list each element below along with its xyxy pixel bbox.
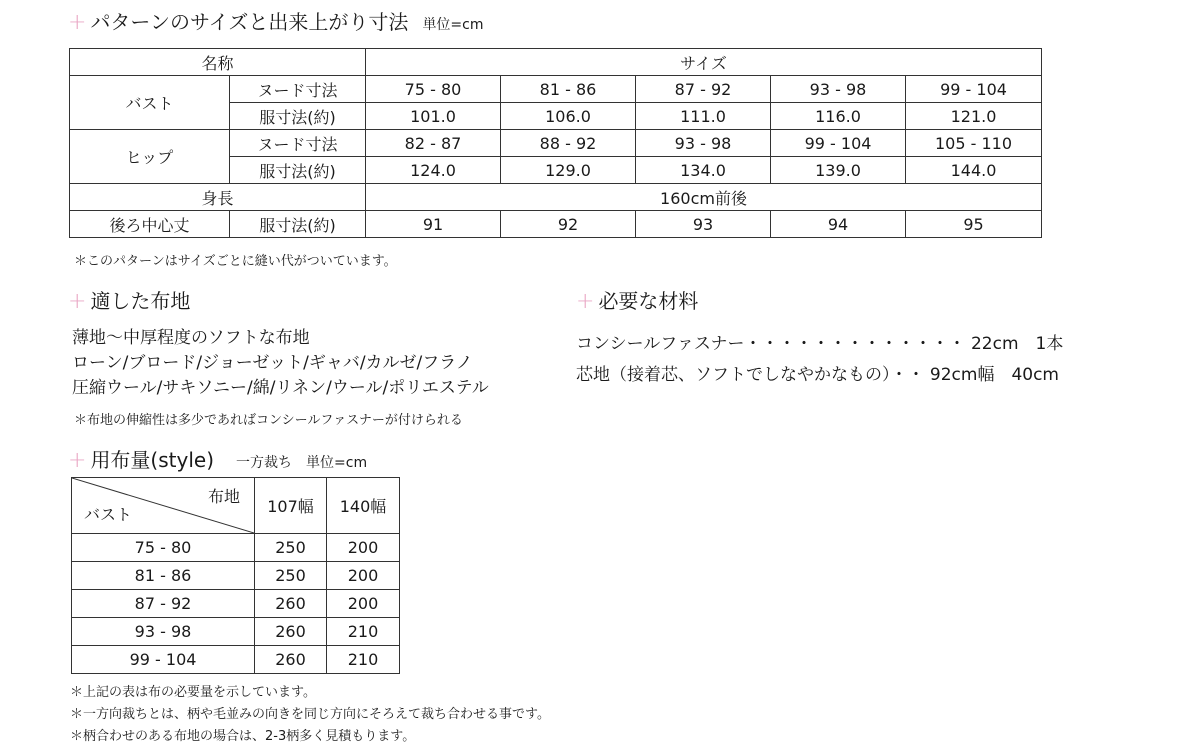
fabric-line: 圧縮ウール/サキソニー/綿/リネン/ウール/ポリエステル bbox=[72, 378, 489, 398]
table-cell: 92 bbox=[501, 211, 636, 238]
plus-icon: + bbox=[68, 448, 87, 473]
table-cell: 116.0 bbox=[771, 103, 906, 130]
height-value-cell: 160cm前後 bbox=[366, 184, 1042, 211]
fabric-list bbox=[72, 326, 489, 401]
bottom-note: ＊柄合わせのある布地の場合は、2-3柄多く見積もります。 bbox=[70, 729, 416, 744]
table-cell: 81 - 86 bbox=[501, 76, 636, 103]
table-row bbox=[72, 534, 400, 562]
plus-icon: + bbox=[576, 289, 595, 314]
bottom-note: ＊一方向裁ちとは、柄や毛並みの向きを同じ方向にそろえて裁ち合わせる事です。 bbox=[70, 707, 550, 722]
yardage-unit: 単位=cm bbox=[306, 455, 368, 471]
table-cell: 121.0 bbox=[906, 103, 1042, 130]
table-row bbox=[72, 646, 400, 674]
materials-section-title: 必要な材料 bbox=[598, 289, 699, 313]
materials-list bbox=[576, 332, 1063, 388]
bust-label-cell: バスト bbox=[70, 76, 230, 130]
table-cell: 111.0 bbox=[636, 103, 771, 130]
material-qty: 22cm 1本 bbox=[970, 334, 1064, 354]
material-qty: 92cm幅 40cm bbox=[929, 365, 1059, 385]
yardage-section-title: 用布量(style) bbox=[90, 448, 215, 472]
plus-icon: + bbox=[68, 289, 87, 314]
size-note: ＊このパターンはサイズごとに縫い代がついています。 bbox=[74, 254, 397, 269]
height-label-cell: 身長 bbox=[70, 184, 366, 211]
table-cell: 99 - 104 bbox=[72, 646, 255, 674]
table-cell: 105 - 110 bbox=[906, 130, 1042, 157]
width-140-header: 140幅 bbox=[327, 478, 400, 534]
table-cell: 106.0 bbox=[501, 103, 636, 130]
garment-label-cell: 服寸法(約) bbox=[230, 103, 366, 130]
table-cell: 139.0 bbox=[771, 157, 906, 184]
table-cell: 88 - 92 bbox=[501, 130, 636, 157]
bottom-notes bbox=[70, 682, 550, 748]
yardage-section-heading bbox=[68, 444, 367, 473]
pattern-section-title: パターンのサイズと出来上がり寸法 bbox=[90, 10, 409, 34]
table-row bbox=[72, 618, 400, 646]
yardage-cut: 一方裁ち bbox=[236, 455, 293, 471]
nude-label-cell: ヌード寸法 bbox=[230, 76, 366, 103]
diag-top-label: 布地 bbox=[207, 487, 240, 506]
table-cell: 75 - 80 bbox=[72, 534, 255, 562]
table-cell: 101.0 bbox=[366, 103, 501, 130]
table-cell: 99 - 104 bbox=[771, 130, 906, 157]
table-cell: 124.0 bbox=[366, 157, 501, 184]
diag-bottom-label: バスト bbox=[84, 505, 133, 524]
table-cell: 134.0 bbox=[636, 157, 771, 184]
table-cell: 210 bbox=[327, 618, 400, 646]
material-name: 芯地（接着芯、ソフトでしなやかなもの）・・ bbox=[576, 365, 925, 385]
pattern-unit: 単位=cm bbox=[422, 17, 484, 33]
table-row bbox=[72, 562, 400, 590]
table-cell: 81 - 86 bbox=[72, 562, 255, 590]
table-cell: 93 - 98 bbox=[72, 618, 255, 646]
table-cell: 129.0 bbox=[501, 157, 636, 184]
table-cell: 75 - 80 bbox=[366, 76, 501, 103]
table-cell: 250 bbox=[255, 534, 327, 562]
table-cell: 95 bbox=[906, 211, 1042, 238]
garment-label-cell: 服寸法(約) bbox=[230, 157, 366, 184]
size-table bbox=[69, 48, 1042, 238]
nude-label-cell: ヌード寸法 bbox=[230, 130, 366, 157]
table-cell: 82 - 87 bbox=[366, 130, 501, 157]
table-cell: 93 bbox=[636, 211, 771, 238]
material-item bbox=[576, 363, 1063, 388]
fabric-section-title: 適した布地 bbox=[90, 289, 191, 313]
material-name: コンシールファスナー・・・・・・・・・・・・・ bbox=[576, 334, 966, 354]
table-cell: 210 bbox=[327, 646, 400, 674]
table-cell: 260 bbox=[255, 646, 327, 674]
table-row bbox=[70, 76, 1042, 103]
materials-section-heading bbox=[576, 285, 698, 314]
table-cell: 260 bbox=[255, 618, 327, 646]
table-cell: 99 - 104 bbox=[906, 76, 1042, 103]
fabric-line: ローン/ブロード/ジョーゼット/ギャバ/カルゼ/フラノ bbox=[72, 353, 473, 373]
fabric-line: 薄地〜中厚程度のソフトな布地 bbox=[72, 328, 310, 348]
table-cell: 260 bbox=[255, 590, 327, 618]
table-row bbox=[70, 49, 1042, 76]
table-cell: 87 - 92 bbox=[72, 590, 255, 618]
table-cell: 94 bbox=[771, 211, 906, 238]
table-cell: 200 bbox=[327, 534, 400, 562]
table-row bbox=[72, 590, 400, 618]
fabric-note: ＊布地の伸縮性は多少であればコンシールファスナーが付けられる bbox=[74, 413, 463, 428]
table-cell: 91 bbox=[366, 211, 501, 238]
back-length-label-cell: 後ろ中心丈 bbox=[70, 211, 230, 238]
header-size-cell: サイズ bbox=[366, 49, 1042, 76]
table-cell: 200 bbox=[327, 562, 400, 590]
diagonal-header-cell bbox=[72, 478, 255, 534]
garment-label-cell: 服寸法(約) bbox=[230, 211, 366, 238]
table-row bbox=[70, 184, 1042, 211]
table-row bbox=[70, 130, 1042, 157]
table-cell: 250 bbox=[255, 562, 327, 590]
table-cell: 87 - 92 bbox=[636, 76, 771, 103]
material-item bbox=[576, 332, 1063, 357]
header-name-cell: 名称 bbox=[70, 49, 366, 76]
table-cell: 200 bbox=[327, 590, 400, 618]
table-cell: 144.0 bbox=[906, 157, 1042, 184]
pattern-section-heading bbox=[68, 6, 484, 35]
hip-label-cell: ヒップ bbox=[70, 130, 230, 184]
bottom-note: ＊上記の表は布の必要量を示しています。 bbox=[70, 685, 316, 700]
width-107-header: 107幅 bbox=[255, 478, 327, 534]
plus-icon: + bbox=[68, 10, 87, 35]
table-row bbox=[70, 211, 1042, 238]
fabric-section-heading bbox=[68, 285, 190, 314]
table-row bbox=[72, 478, 400, 534]
table-cell: 93 - 98 bbox=[771, 76, 906, 103]
table-cell: 93 - 98 bbox=[636, 130, 771, 157]
yardage-table bbox=[71, 477, 400, 674]
